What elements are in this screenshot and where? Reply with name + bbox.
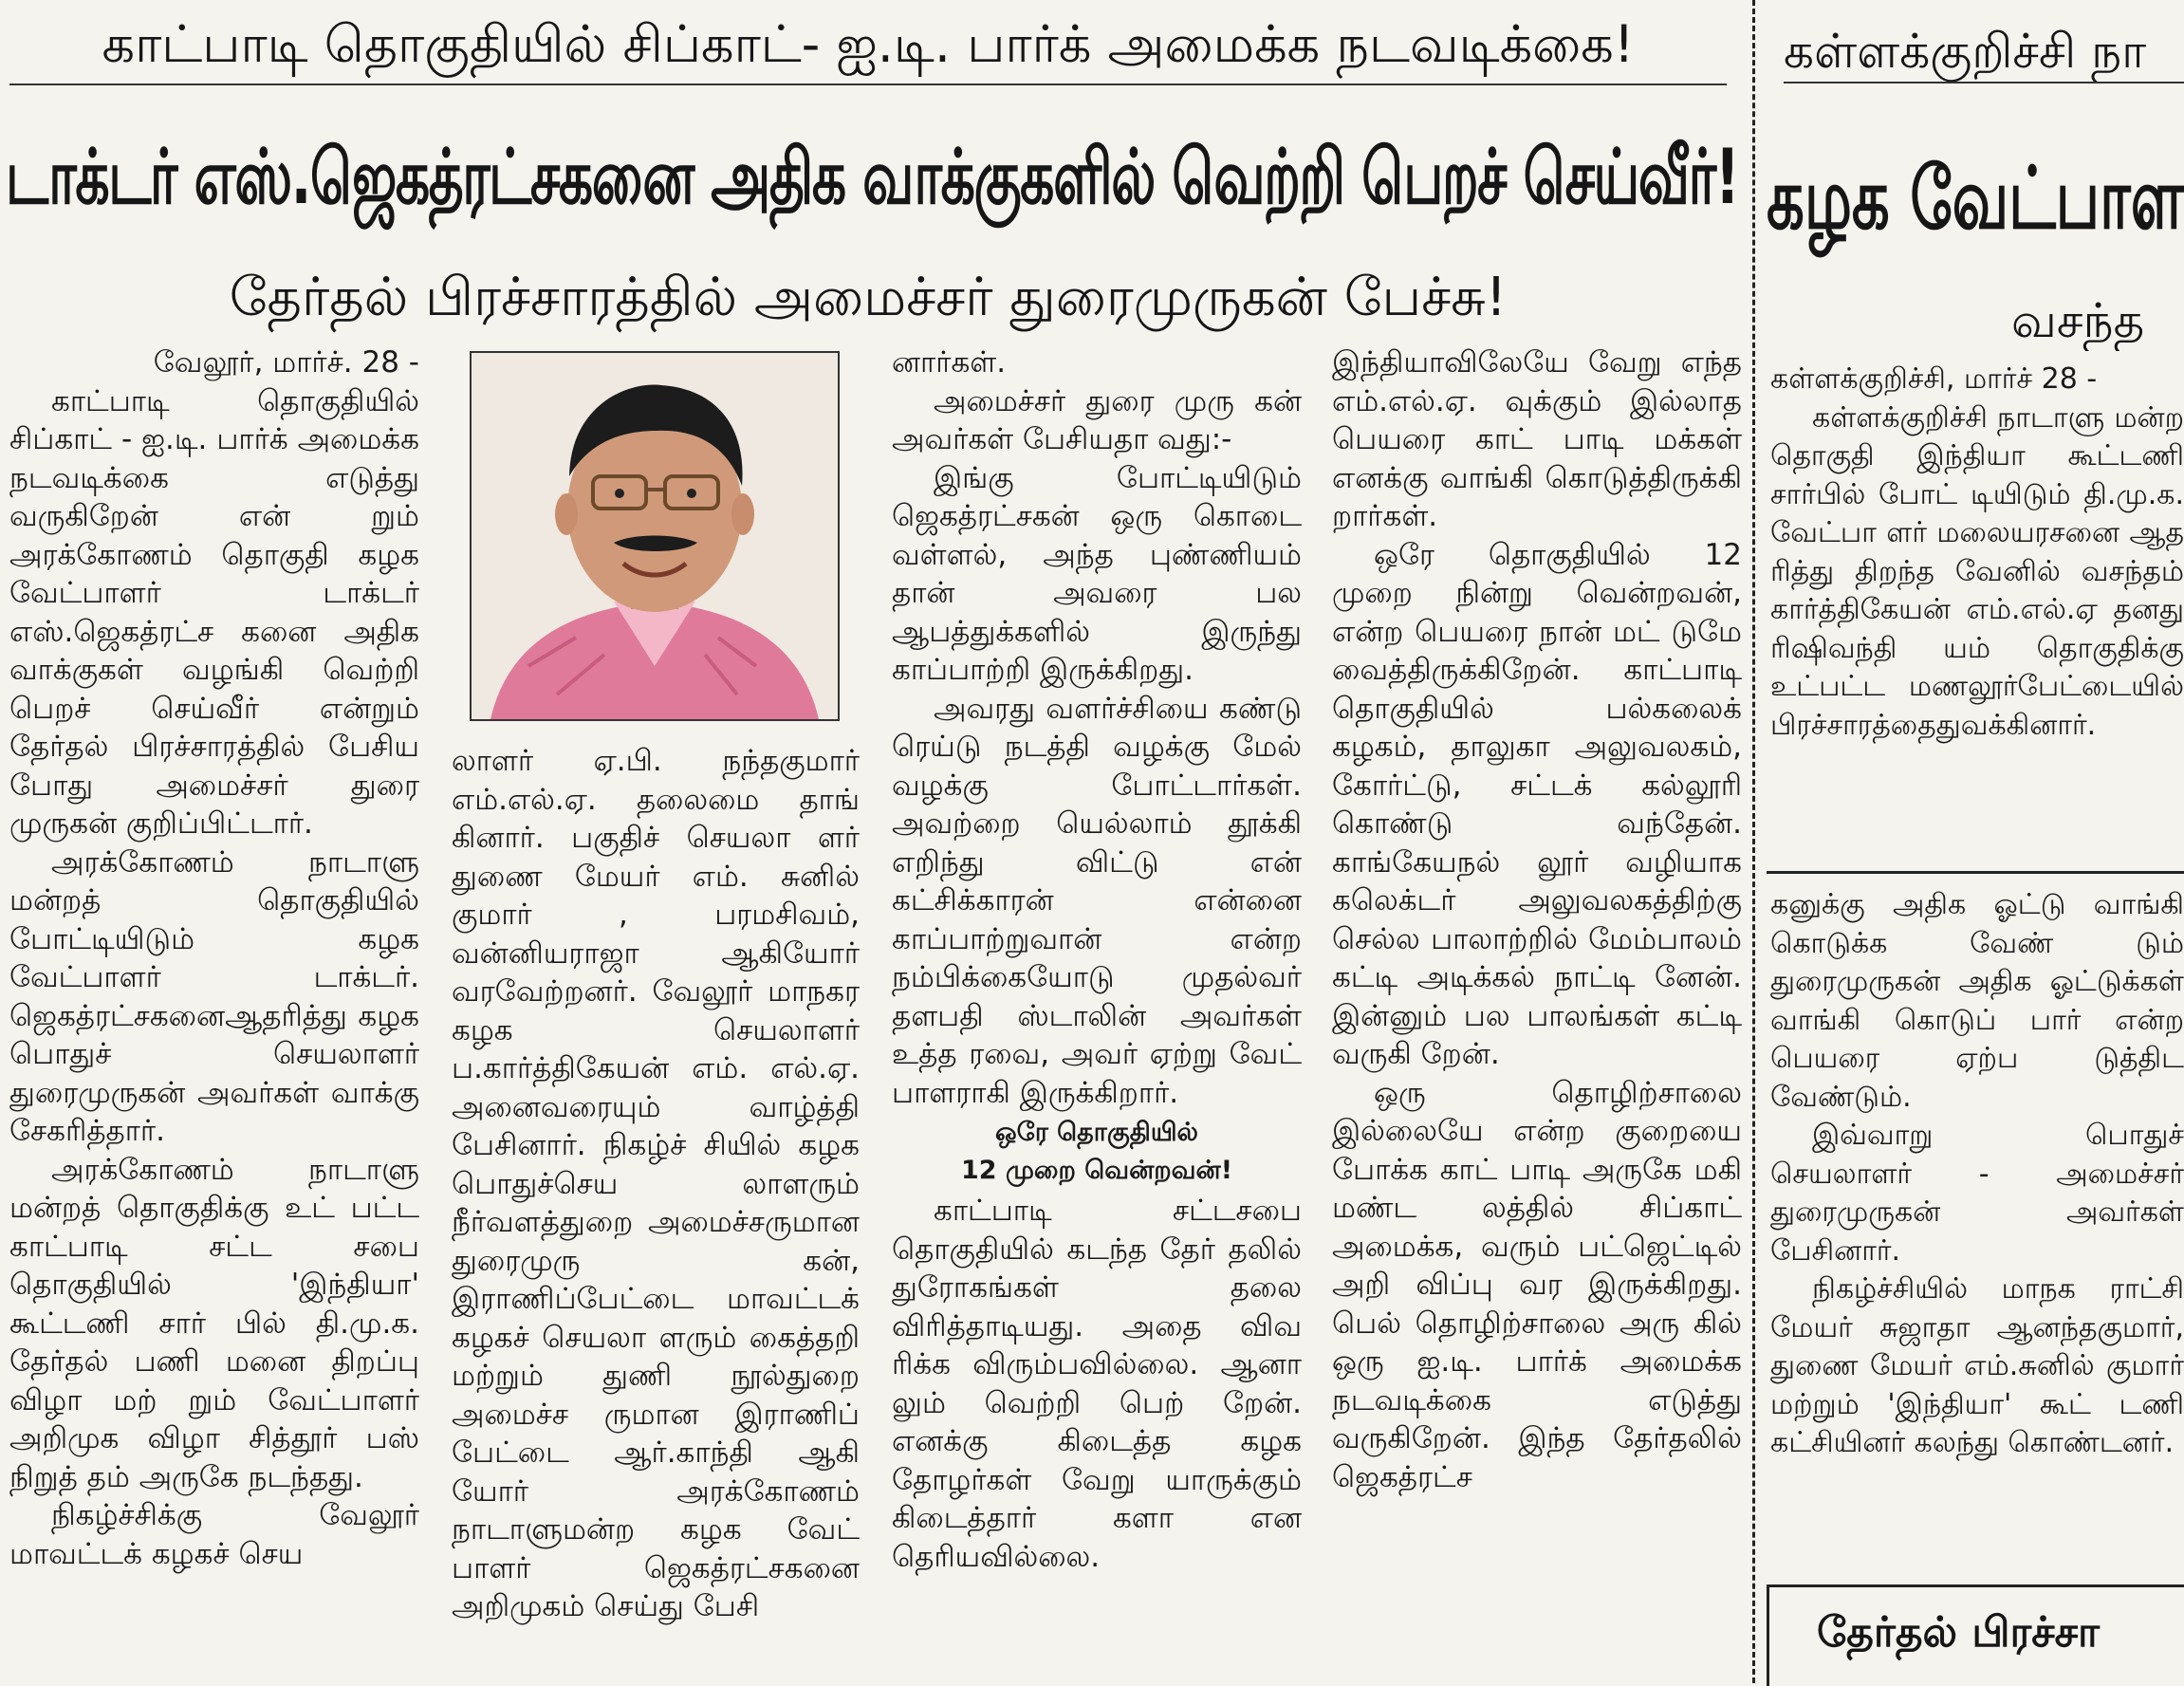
column-4	[1332, 343, 1742, 1683]
paragraph: காட்பாடி சட்டசபை தொகுதியில் கடந்த தேர் தலில் துரோகங்கள் தலை விரித்தாடியது. அதை விவ ரிக்க விரும்பவில்லை. ஆனா லும் வெற்றி பெற் றேன். எனக்கு கிடைத்த கழக தோழர்கள் வேறு யாருக்கும் கிடைத்தார் களா என தெரியவில்லை.	[892, 1194, 1302, 1574]
paragraph: கனுக்கு அதிக ஓட்டு வாங்கி கொடுக்க வேண் டும் துரைமுருகன் அதிக ஓட்டுக்கள் வாங்கி கொடுப் பார் என்ற பெயரை ஏற்ப டுத்திட வேண்டும்.	[1770, 888, 2184, 1114]
side-box-title: தேர்தல் பிரச்சா	[1817, 1608, 2100, 1657]
inline-subheading: 12 முறை வென்றவன்!	[960, 1156, 1233, 1185]
paragraph: நிகழ்ச்சியில் மாநக ராட்சி மேயர் சுஜாதா ஆனந்தகுமார், துணை மேயர் எம்.சுனில் குமார் மற்றும் 'இந்தியா' கூட் டணி கட்சியினர் கலந்து கொண்டனர்.	[1770, 1272, 2184, 1459]
paragraph: அரக்கோணம் நாடாளு மன்றத் தொகுதியில் போட்டியிடும் கழக வேட்பாளர் டாக்டர். ஜெகத்ரட்சகனைஆதரித்து கழக பொதுச் செயலாளர் துரைமுருகன் அவர்கள் வாக்கு சேகரித்தார்.	[9, 844, 419, 1148]
paragraph: லாளர் ஏ.பி. நந்தகுமார் எம்.எல்.ஏ. தலைமை தாங் கினார். பகுதிச் செயலா ளர் துணை மேயர் எம். சுனில் குமார் , பரமசிவம், வன்னியராஜா ஆகியோர் வரவேற்றனர். வேலூர் மாநகர கழக செயலாளர் ப.கார்த்திகேயன் எம். எல்.ஏ. அனைவரையும் வாழ்த்தி பேசினார். நிகழ்ச் சியில் கழக பொதுச்செய லாளரும் நீர்வளத்துறை அமைச்சருமான துரைமுரு கன், இராணிப்பேட்டை மாவட்டக் கழகச் செயலா ளரும் கைத்தறி மற்றும் துணி நூல்துறை அமைச்ச ருமான இராணிப் பேட்டை ஆர்.காந்தி ஆகி யோர் அரக்கோணம் நாடாளுமன்ற கழக வேட் பாளர் ஜெகத்ரட்சகனை அறிமுகம் செய்து பேசி	[452, 744, 860, 1623]
side-column-top	[1770, 361, 2184, 854]
side-subhead: வசந்த	[2011, 293, 2145, 348]
side-column-bottom	[1770, 886, 2184, 1569]
side-kicker: கள்ளக்குறிச்சி நா	[1784, 21, 2184, 83]
portrait-illustration	[472, 353, 838, 719]
side-headline: கழக வேட்பாள	[1767, 149, 2184, 249]
paragraph: னார்கள்.	[892, 345, 1007, 380]
column-1	[9, 343, 419, 1683]
column-3	[892, 343, 1302, 1683]
paragraph: இவ்வாறு பொதுச் செயலாளர் - அமைச்சர் துரைமுருகன் அவர்கள் பேசினார்.	[1770, 1119, 2184, 1268]
paragraph: அவரது வளர்ச்சியை கண்டு ரெய்டு நடத்தி வழக்கு மேல் வழக்கு போட்டார்கள். அவற்றை யெல்லாம் தூக்கி எறிந்து விட்டு என் கட்சிக்காரன் என்னை காப்பாற்றுவான் என்ற நம்பிக்கையோடு முதல்வர் தளபதி ஸ்டாலின் அவர்கள் உத்த ரவை, அவர் ஏற்று வேட் பாளராகி இருக்கிறார்.	[892, 691, 1302, 1110]
paragraph: அமைச்சர் துரை முரு கன் அவர்கள் பேசியதா வது:-	[892, 383, 1302, 456]
paragraph: இந்தியாவிலேயே வேறு எந்த எம்.எல்.ஏ. வுக்கும் இல்லாத பெயரை காட் பாடி மக்கள் எனக்கு வாங்கி கொடுத்திருக்கி றார்கள்.	[1332, 345, 1742, 533]
side-box	[1767, 1584, 2184, 1686]
paragraph: கள்ளக்குறிச்சி நாடாளு மன்ற தொகுதி இந்தியா கூட்டணி சார்பில் போட் டியிடும் தி.மு.க. வேட்பா ளர் மலையரசனை ஆத ரித்து திறந்த வேனில் வசந்தம் கார்த்திகேயன் எம்.எல்.ஏ தனது ரிஷிவந்தி யம் தொகுதிக்கு உட்பட்ட மணலூர்பேட்டையில் பிரச்சாரத்தைதுவக்கினார்.	[1770, 400, 2184, 742]
column-2	[452, 742, 860, 1683]
dateline: கள்ளக்குறிச்சி, மார்ச் 28 -	[1770, 362, 2098, 396]
story-divider	[1752, 0, 1755, 1683]
main-kicker: காட்பாடி தொகுதியில் சிப்காட்- ஐ.டி. பார்க் அமைக்க நடவடிக்கை!	[9, 6, 1727, 85]
dateline: வேலூர், மார்ச். 28 -	[153, 345, 419, 380]
side-rule	[1767, 871, 2184, 874]
main-subhead: தேர்தல் பிரச்சாரத்தில் அமைச்சர் துரைமுருகன் பேச்சு!	[229, 267, 1508, 328]
paragraph: இங்கு போட்டியிடும் ஜெகத்ரட்சகன் ஒரு கொடை வள்ளல், அந்த புண்ணியம் தான் அவரை பல ஆபத்துக்களில் இருந்து காப்பாற்றி இருக்கிறது.	[892, 460, 1302, 687]
main-headline: டாக்டர் எஸ்.ஜெகத்ரட்சகனை அதிக வாக்குகளில் வெற்றி பெறச் செய்வீர்!	[6, 133, 1739, 221]
portrait-photo	[470, 351, 840, 721]
paragraph: அரக்கோணம் நாடாளு மன்றத் தொகுதிக்கு உட் பட்ட காட்பாடி சட்ட சபை தொகுதியில் 'இந்தியா' கூட்டணி சார் பில் தி.மு.க. தேர்தல் பணி மனை திறப்பு விழா மற் றும் வேட்பாளர் அறிமுக விழா சித்தூர் பஸ் நிறுத் தம் அருகே நடந்தது.	[9, 1152, 419, 1494]
paragraph: ஒரே தொகுதியில் 12 முறை நின்று வென்றவன், என்ற பெயரை நான் மட் டுமே வைத்திருக்கிறேன். காட்பாடி தொகுதியில் பல்கலைக் கழகம், தாலுகா அலுவலகம், கோர்ட்டு, சட்டக் கல்லூரி கொண்டு வந்தேன். காங்கேயநல் லூர் வழியாக கலெக்டர் அலுவலகத்திற்கு செல்ல பாலாற்றில் மேம்பாலம் கட்டி அடிக்கல் நாட்டி னேன். இன்னும் பல பாலங்கள் கட்டி வருகி றேன்.	[1332, 537, 1742, 1071]
inline-subheading: ஒரே தொகுதியில்	[995, 1118, 1198, 1147]
paragraph: நிகழ்ச்சிக்கு வேலூர் மாவட்டக் கழகச் செய	[9, 1498, 419, 1571]
paragraph: ஒரு தொழிற்சாலை இல்லையே என்ற குறையை போக்க காட் பாடி அருகே மகி மண்ட லத்தில் சிப்காட் அமைக்க, வரும் பட்ஜெட்டில் அறி விப்பு வர இருக்கிறது. பெல் தொழிற்சாலை அரு கில் ஒரு ஐ.டி. பார்க் அமைக்க நடவடிக்கை எடுத்து வருகிறேன். இந்த தேர்தலில் ஜெகத்ரட்ச	[1332, 1075, 1742, 1494]
paragraph: காட்பாடி தொகுதியில் சிப்காட் - ஐ.டி. பார்க் அமைக்க நடவடிக்கை எடுத்து வருகிறேன் என் றும் அரக்கோணம் தொகுதி கழக வேட்பாளர் டாக்டர் எஸ்.ஜெகத்ரட்ச கனை அதிக வாக்குகள் வழங்கி வெற்றி பெறச் செய்வீர் என்றும் தேர்தல் பிரச்சாரத்தில் பேசிய போது அமைச்சர் துரை முருகன் குறிப்பிட்டார்.	[9, 383, 419, 841]
